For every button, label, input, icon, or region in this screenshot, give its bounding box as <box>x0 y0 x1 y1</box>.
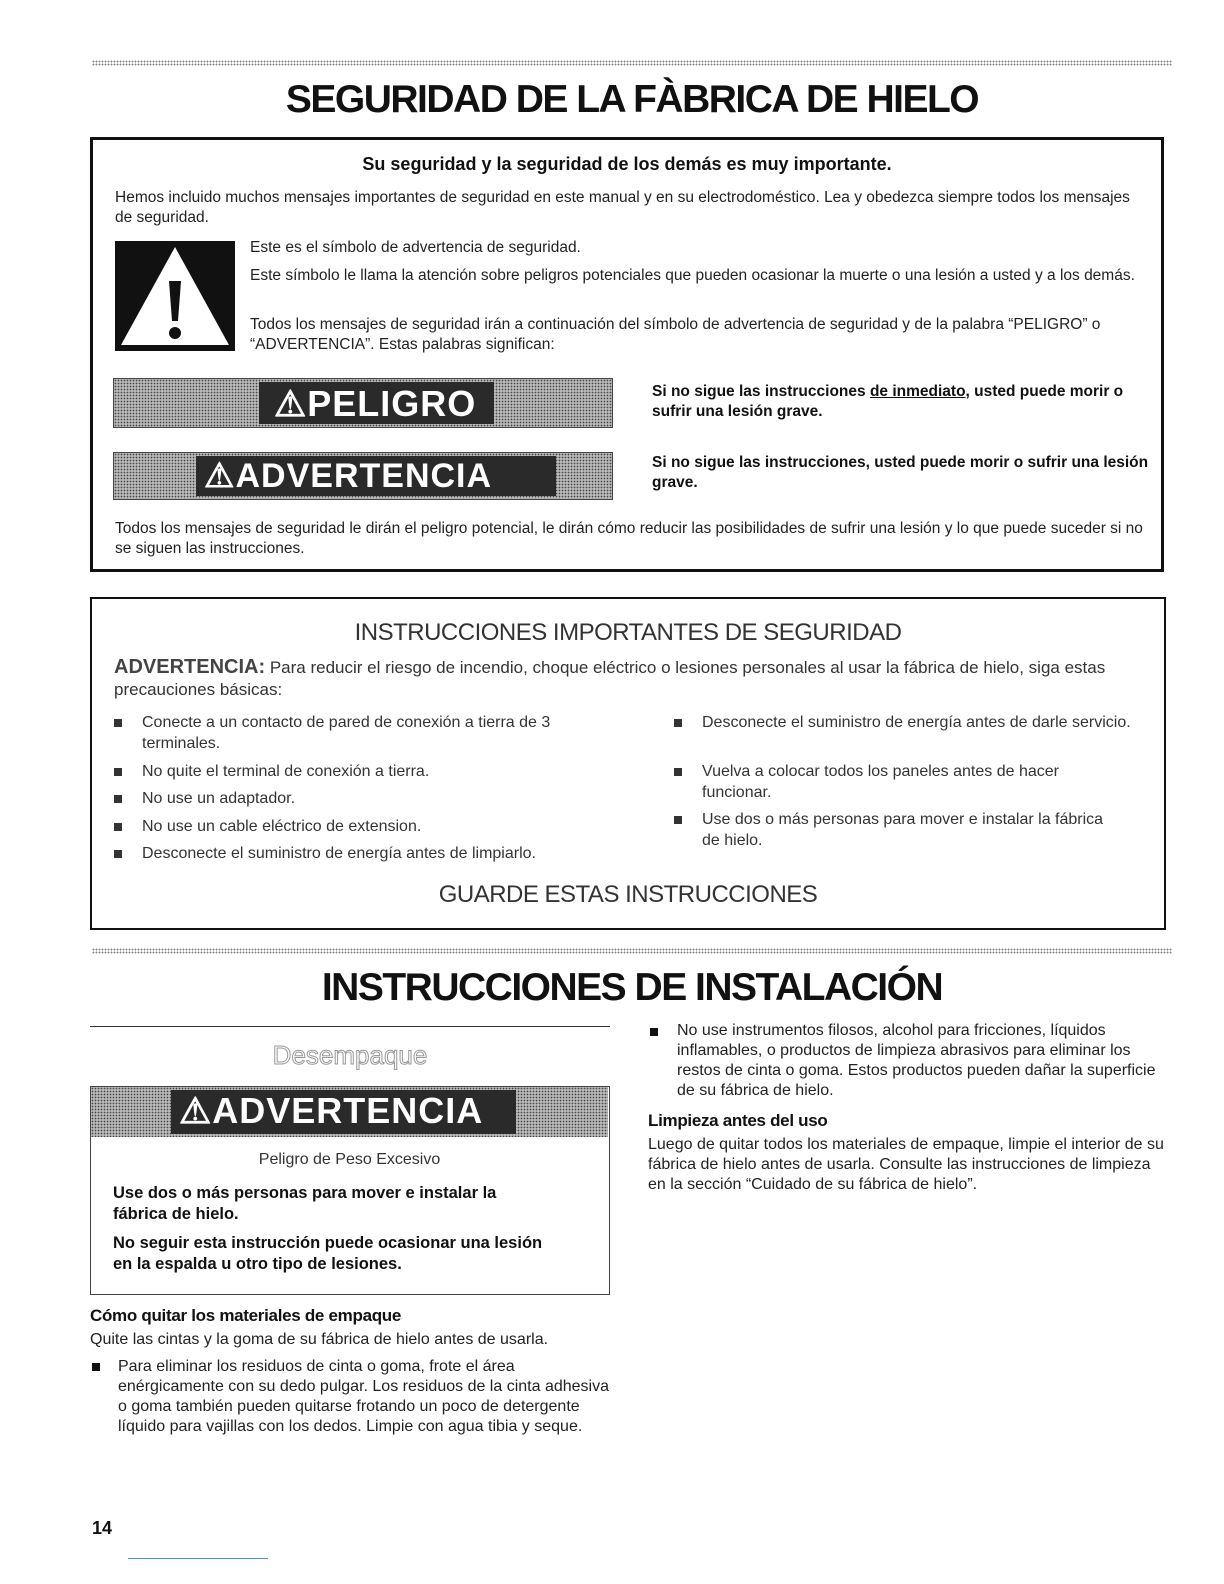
top-dotted-rule <box>92 60 1172 66</box>
right-item-1: Desconecte el suministro de energía antes de darle servicio. <box>702 714 1131 731</box>
peligro-banner <box>113 378 613 428</box>
symbol-line-1: Este es el símbolo de advertencia de seguridad. <box>250 239 581 256</box>
important-warning: ADVERTENCIA: Para reducir el riesgo de incendio, choque eléctrico o lesiones personales al usar la fábrica de hielo, siga estas precauciones básicas: <box>114 656 1106 699</box>
right-item-3: Use dos o más personas para mover e instalar la fábrica de hielo. <box>702 811 1104 849</box>
weight-warning-p1: Use dos o más personas para mover e instalar la fábrica de hielo. <box>113 1184 497 1223</box>
remove-text: Quite las cintas y la goma de su fábrica de hielo antes de usarla. <box>90 1331 549 1348</box>
remove-bullet: Para eliminar los residuos de cinta o goma, frote el área enérgicamente con su dedo pulgar. Los residuos de la cinta adhesiva o goma también pueden quitarse frotando un poco de detergente líquido para vajillas con los dedos. Limpie con agua tibia y seque. <box>118 1358 609 1435</box>
important-instructions-title: INSTRUCCIONES IMPORTANTES DE SEGURIDAD <box>354 619 902 646</box>
section3-title: INSTRUCCIONES DE INSTALACIÓN <box>321 966 943 1009</box>
symbol-line-2: Este símbolo le llama la atención sobre peligros potenciales que pueden ocasionar la muerte o una lesión a usted y a los demás. <box>250 267 1135 284</box>
safety-box <box>90 137 1164 572</box>
left-column-rule <box>90 1026 610 1027</box>
left-item-5: Desconecte el suministro de energía antes de limpiarlo. <box>142 845 536 862</box>
clean-heading: Limpieza antes del uso <box>648 1111 828 1130</box>
safety-intro: Hemos incluido muchos mensajes importantes de seguridad en este manual y en su electrodoméstico. Lea y obedezca siempre todos los mensajes de seguridad. <box>115 189 1130 226</box>
bullet-icon <box>114 823 122 831</box>
bullet-icon <box>114 850 122 858</box>
section1-title: SEGURIDAD DE LA FÀBRICA DE HIELO <box>285 78 979 121</box>
safety-footer: Todos los mensajes de seguridad le dirán el peligro potencial, le dirán cómo reducir las posibilidades de sufrir una lesión y lo que puede suceder si no se siguen las instrucciones. <box>115 520 1143 557</box>
safety-box-heading: Su seguridad y la seguridad de los demás es muy importante. <box>362 154 892 174</box>
middle-dotted-rule <box>92 948 1172 954</box>
bullet-icon <box>114 719 122 727</box>
important-instructions-box <box>90 597 1166 930</box>
safety-alert-icon <box>115 241 235 351</box>
unpack-subheading: Desempaque <box>272 1040 428 1070</box>
bullet-icon <box>674 816 682 824</box>
bullet-icon <box>674 768 682 776</box>
peligro-label: ⚠PELIGRO <box>274 383 477 424</box>
bullet-icon <box>114 795 122 803</box>
right-item-2: Vuelva a colocar todos los paneles antes de hacer funcionar. <box>702 763 1059 801</box>
left-item-3: No use un adaptador. <box>142 790 296 807</box>
bullet-icon <box>114 768 122 776</box>
footer-link-line <box>128 1558 268 1559</box>
bullet-icon <box>674 719 682 727</box>
left-item-4: No use un cable eléctrico de extension. <box>142 818 422 835</box>
left-item-1: Conecte a un contacto de pared de conexión a tierra de 3 terminales. <box>142 714 551 752</box>
weight-warning-label: ⚠ADVERTENCIA <box>179 1090 484 1131</box>
advertencia-banner <box>113 452 613 500</box>
weight-warning-sub: Peligro de Peso Excesivo <box>258 1151 441 1168</box>
weight-warning-banner <box>91 1087 608 1137</box>
weight-warning-p2: No seguir esta instrucción puede ocasionar una lesión en la espalda u otro tipo de lesiones. <box>113 1234 543 1273</box>
remove-heading: Cómo quitar los materiales de empaque <box>90 1306 402 1325</box>
advertencia-text: Si no sigue las instrucciones, usted puede morir o sufrir una lesión grave. <box>652 454 1149 491</box>
page-number: 14 <box>92 1518 113 1538</box>
save-instructions: GUARDE ESTAS INSTRUCCIONES <box>438 881 818 908</box>
bullet-icon <box>92 1363 100 1371</box>
left-item-2: No quite el terminal de conexión a tierra. <box>142 763 430 780</box>
advertencia-label: ⚠ADVERTENCIA <box>204 457 493 495</box>
weight-warning-box <box>90 1086 610 1295</box>
clean-text: Luego de quitar todos los materiales de empaque, limpie el interior de su fábrica de hielo antes de usarla. Consulte las instrucciones de limpieza en la sección “Cuidado de su fábrica de hielo”. <box>648 1136 1164 1193</box>
bullet-icon <box>650 1028 658 1036</box>
right-bullet: No use instrumentos filosos, alcohol para fricciones, líquidos inflamables, o productos de limpieza abrasivos para eliminar los restos de cinta o goma. Estos productos pueden dañar la superficie de su fábrica de hielo. <box>677 1022 1156 1099</box>
peligro-text: Si no sigue las instrucciones de inmediato, usted puede morir o sufrir una lesión grave. <box>652 383 1124 420</box>
symbol-line-3: Todos los mensajes de seguridad irán a continuación del símbolo de advertencia de seguridad y de la palabra “PELIGRO” o “ADVERTENCIA”. Estas palabras significan: <box>250 316 1101 353</box>
